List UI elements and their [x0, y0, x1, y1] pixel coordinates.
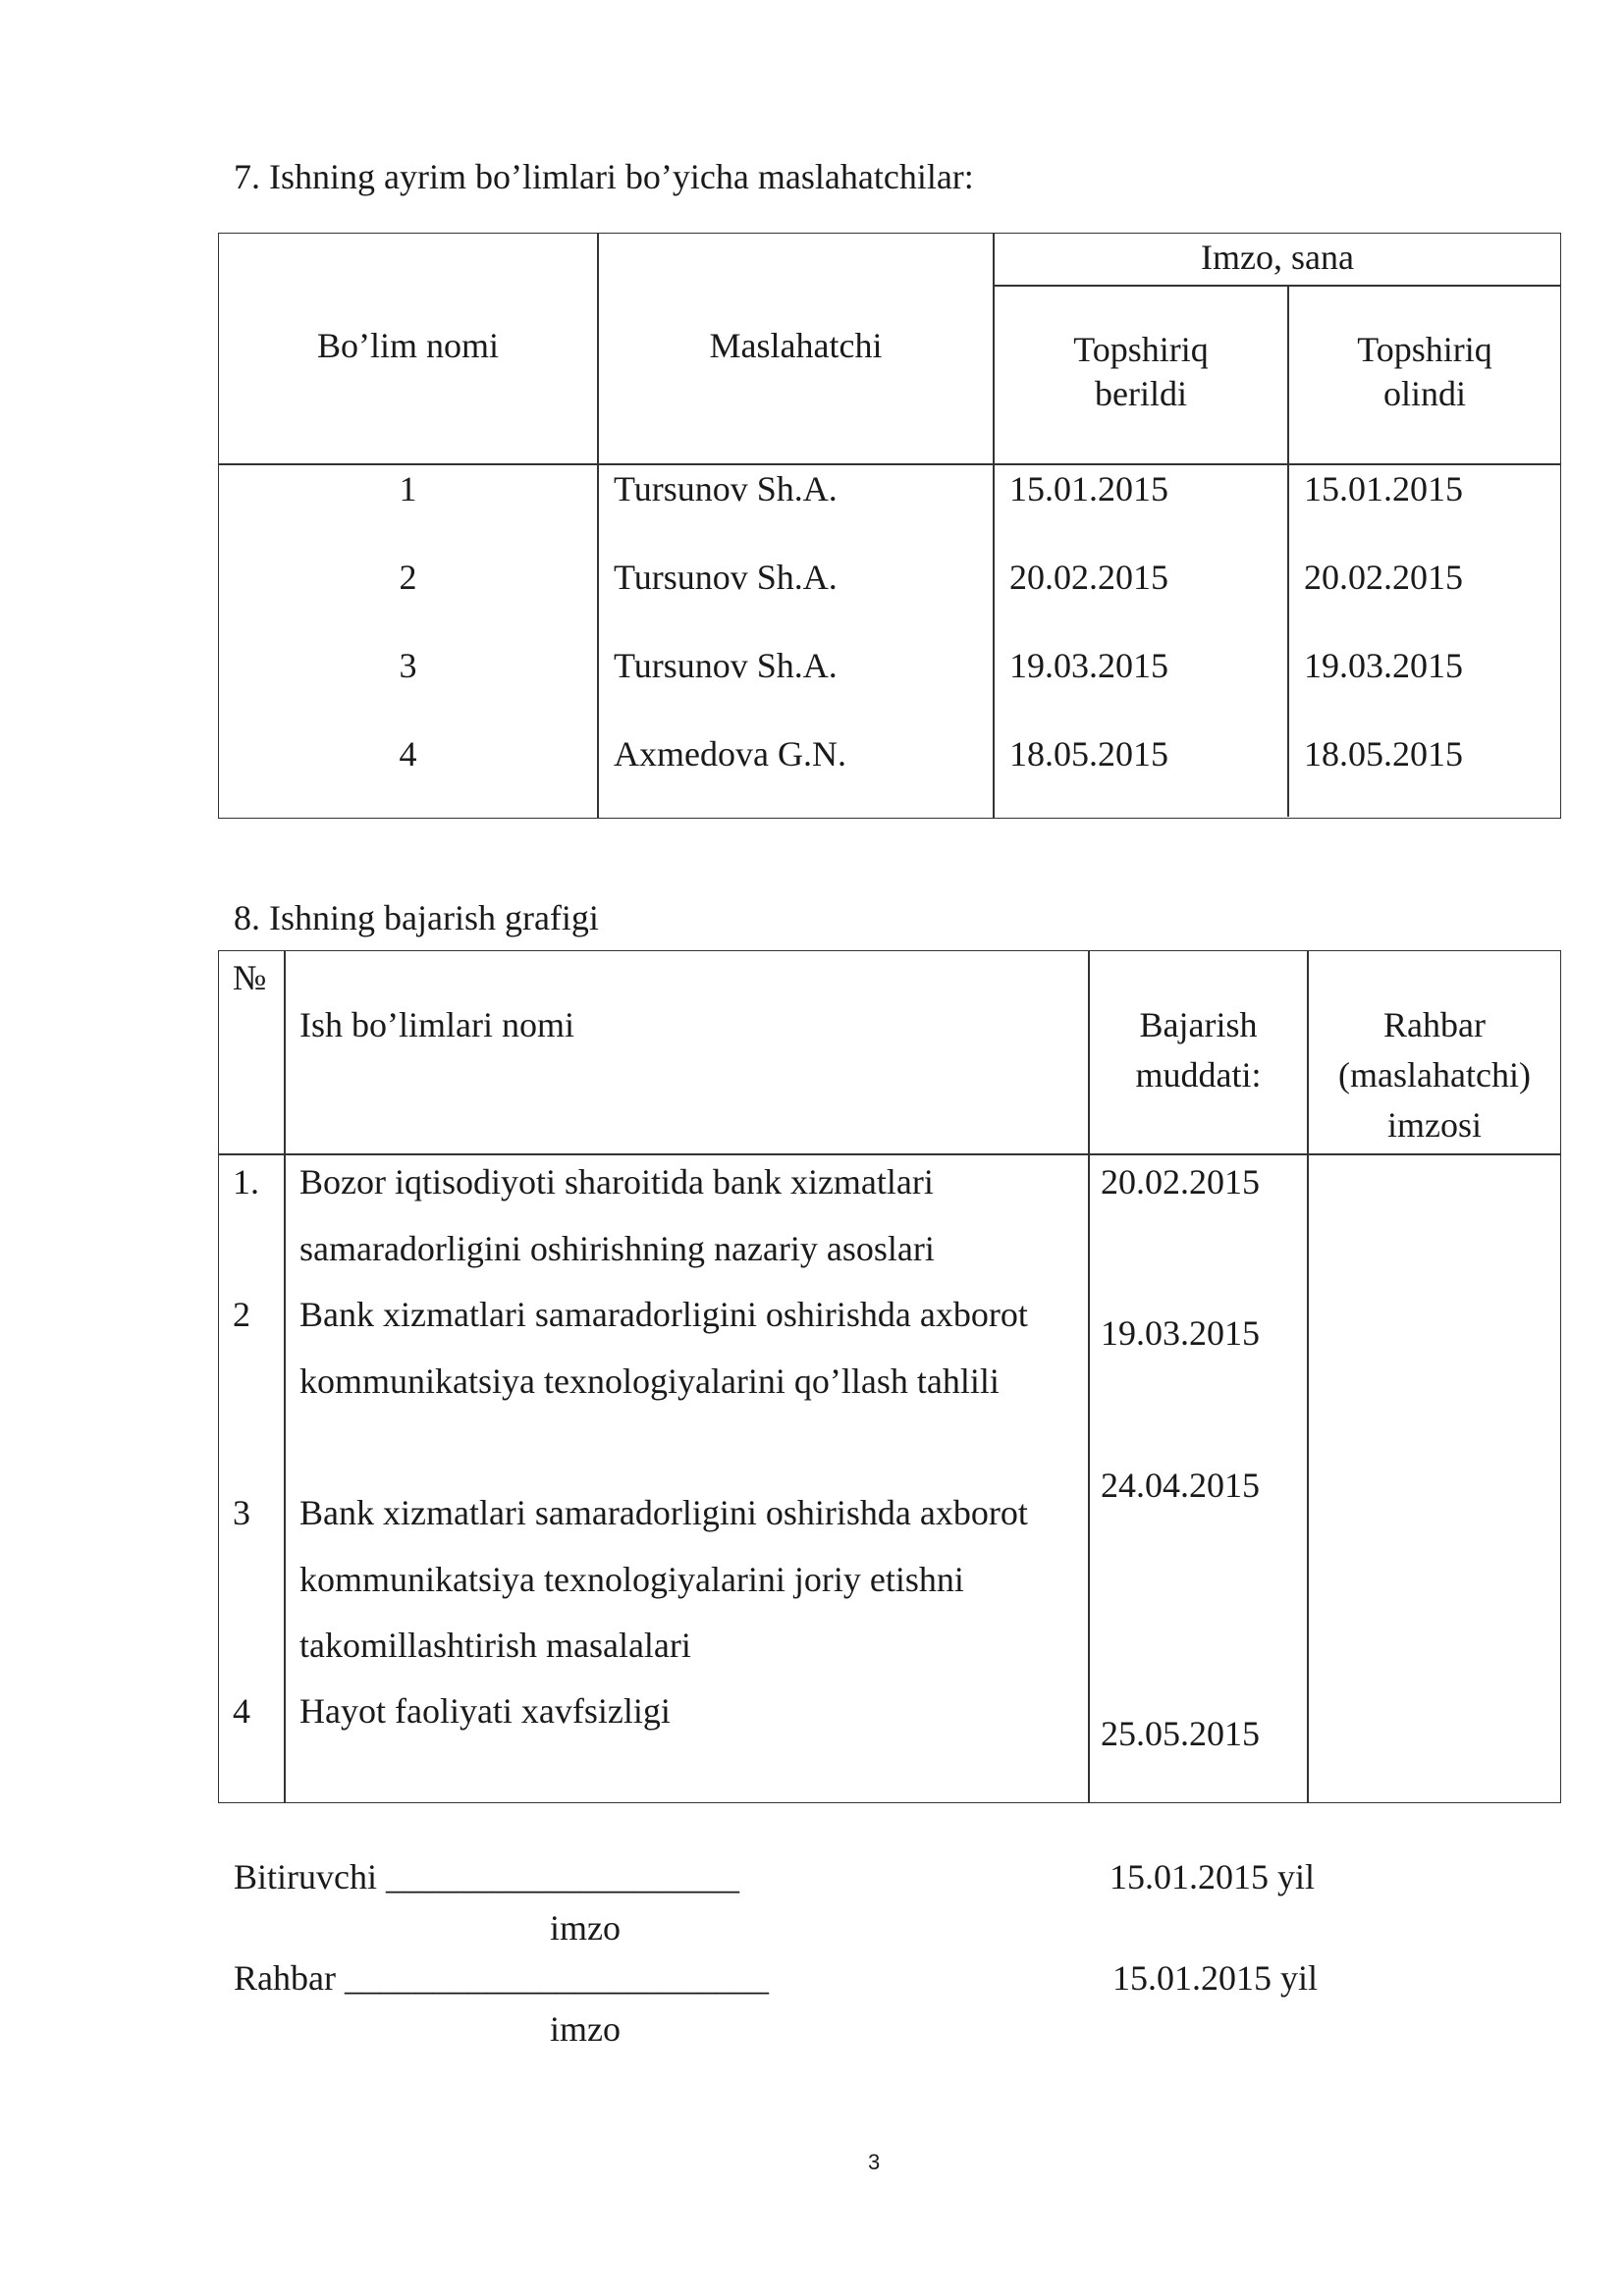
- row-number: 1: [399, 469, 417, 508]
- deadline-date: 25.05.2015: [1101, 1714, 1260, 1753]
- rahbar-date: 15.01.2015 yil: [1112, 1958, 1319, 1998]
- work-schedule-table: [218, 950, 1561, 1803]
- section-title: Bank xizmatlari samaradorligini oshirishda axborot kommunikatsiya texnologiyalarini qo’llash tahlili: [299, 1295, 1028, 1401]
- header-topshiriq-olindi: Topshiriq olindi: [1357, 330, 1492, 413]
- deadline-date: 20.02.2015: [1101, 1162, 1260, 1201]
- consultant-name: Tursunov Sh.A.: [614, 558, 838, 597]
- header-rahbar-imzosi: Rahbar (maslahatchi) imzosi: [1338, 1005, 1531, 1145]
- header-imzo-sana: Imzo, sana: [1201, 238, 1354, 277]
- row-number: 3: [233, 1493, 250, 1532]
- section-title: Bank xizmatlari samaradorligini oshirishda axborot kommunikatsiya texnologiyalarini joriy etishni takomillashtirish masalalari: [299, 1493, 1028, 1665]
- header-bajarish-muddati: Bajarish muddati:: [1135, 1005, 1262, 1095]
- row-number: 3: [399, 646, 417, 685]
- section-title: Hayot faoliyati xavfsizligi: [299, 1691, 671, 1731]
- bitiruvchi-signature-line: Bitiruvchi ____________________: [234, 1857, 739, 1896]
- date-received: 18.05.2015: [1304, 734, 1463, 774]
- table-divider: [993, 234, 995, 818]
- deadline-date: 24.04.2015: [1101, 1466, 1260, 1505]
- consultants-table: [218, 233, 1561, 819]
- date-given: 18.05.2015: [1009, 734, 1168, 774]
- date-received: 15.01.2015: [1304, 469, 1463, 508]
- header-number: №: [233, 958, 267, 997]
- header-ish-nomi: Ish bo’limlari nomi: [299, 1005, 574, 1044]
- row-number: 1.: [233, 1162, 259, 1201]
- deadline-date: 19.03.2015: [1101, 1313, 1260, 1353]
- row-number: 4: [233, 1691, 250, 1731]
- row-number: 4: [399, 734, 417, 774]
- consultant-name: Axmedova G.N.: [614, 734, 846, 774]
- bitiruvchi-imzo-caption: imzo: [550, 1908, 621, 1948]
- date-received: 20.02.2015: [1304, 558, 1463, 597]
- row-number: 2: [399, 558, 417, 597]
- date-given: 15.01.2015: [1009, 469, 1168, 508]
- consultant-name: Tursunov Sh.A.: [614, 646, 838, 685]
- date-given: 20.02.2015: [1009, 558, 1168, 597]
- section-7-heading: 7. Ishning ayrim bo’limlari bo’yicha maslahatchilar:: [234, 157, 974, 196]
- bitiruvchi-date: 15.01.2015 yil: [1110, 1857, 1316, 1896]
- consultant-name: Tursunov Sh.A.: [614, 469, 838, 508]
- date-given: 19.03.2015: [1009, 646, 1168, 685]
- rahbar-imzo-caption: imzo: [550, 2009, 621, 2049]
- header-topshiriq-berildi: Topshiriq berildi: [1073, 330, 1209, 413]
- table-divider: [993, 285, 1560, 287]
- row-number: 2: [233, 1295, 250, 1334]
- table-divider: [597, 234, 599, 818]
- header-bolim-nomi: Bo’lim nomi: [316, 326, 499, 365]
- date-received: 19.03.2015: [1304, 646, 1463, 685]
- table-header-divider: [219, 463, 1560, 465]
- table-divider: [284, 951, 286, 1802]
- header-maslahatchi: Maslahatchi: [709, 326, 883, 365]
- section-8-heading: 8. Ishning bajarish grafigi: [234, 898, 599, 937]
- section-title: Bozor iqtisodiyoti sharoitida bank xizmatlari samaradorligini oshirishning nazariy asoslari: [299, 1162, 935, 1268]
- page-number: 3: [868, 2150, 881, 2174]
- rahbar-signature-line: Rahbar ________________________: [234, 1958, 769, 1998]
